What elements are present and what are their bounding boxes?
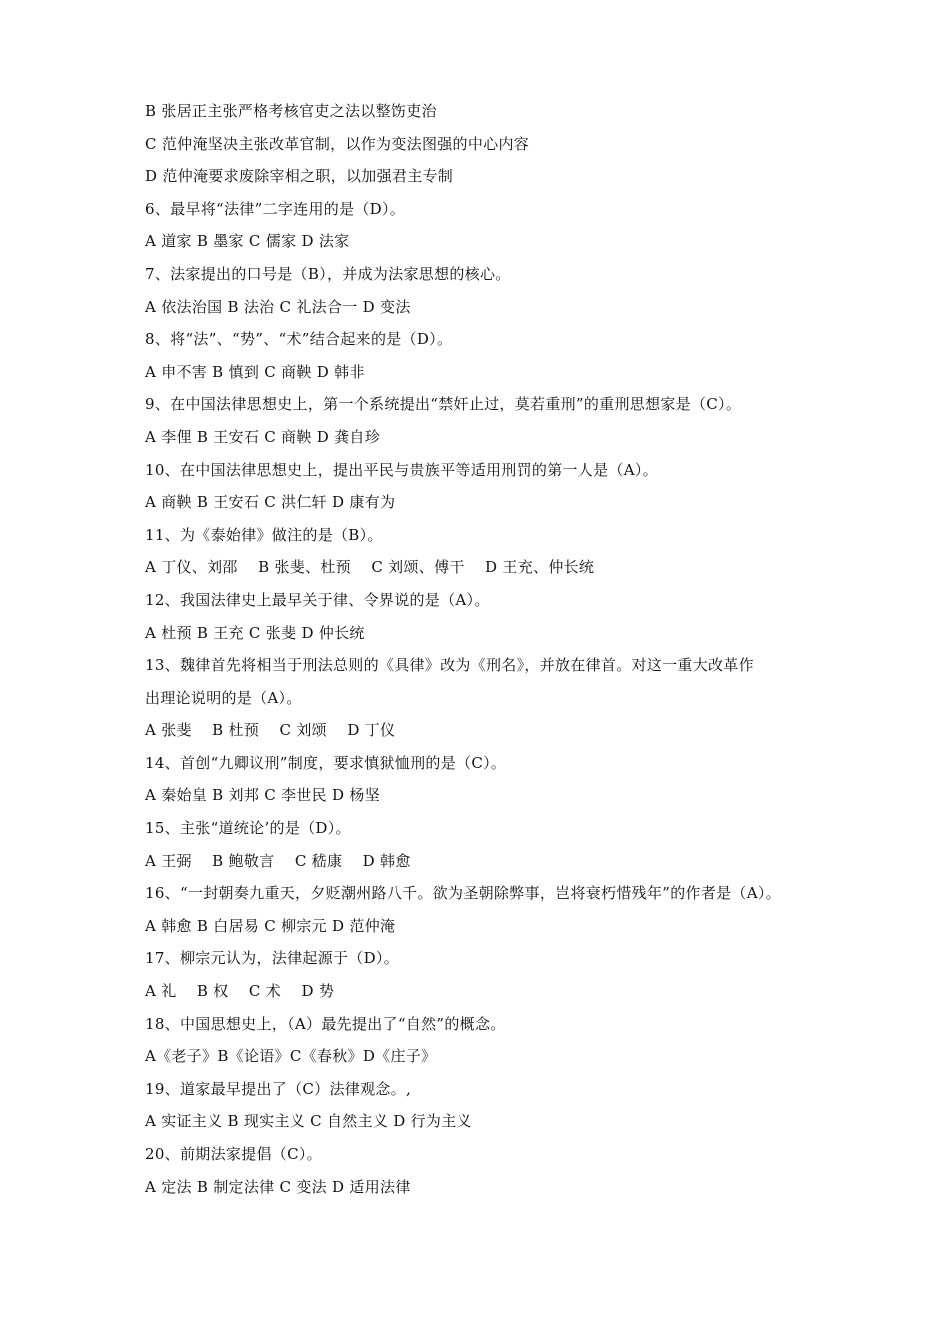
option-line: A 杜预 B 王充 C 张斐 D 仲长统 <box>145 623 365 642</box>
question-line: 15、主张“道统论’的是（D）。 <box>145 819 351 838</box>
option-line: A 礼 B 权 C 术 D 势 <box>145 982 335 1001</box>
option-line: A 王弼 B 鲍敬言 C 嵇康 D 韩愈 <box>145 851 411 870</box>
question-line: 6、最早将“法律”二字连用的是（D）。 <box>145 199 406 218</box>
option-line: A《老子》B《论语》C《春秋》D《庄子》 <box>145 1047 437 1066</box>
question-line: 出理论说明的是（A）。 <box>145 688 302 707</box>
question-line: 8、将“法”、“势”、“术”结合起来的是（D）。 <box>145 330 453 349</box>
question-line: 20、前期法家提倡（C）。 <box>145 1145 322 1163</box>
question-line: 14、首创“九卿议刑”制度，要求慎狱恤刑的是（C）。 <box>145 753 507 772</box>
option-line: A 定法 B 制定法律 C 变法 D 适用法律 <box>145 1177 411 1196</box>
question-line: 7、法家提出的口号是（B），并成为法家思想的核心。 <box>145 264 511 283</box>
option-line: A 李俚 B 王安石 C 商鞅 D 龚自珍 <box>145 427 381 446</box>
option-line: A 实证主义 B 现实主义 C 自然主义 D 行为主义 <box>145 1112 472 1131</box>
option-line: C 范仲淹坚决主张改革官制，以作为变法图强的中心内容 <box>145 134 530 153</box>
question-line: 16、“一封朝奏九重天，夕贬潮州路八千。欲为圣朝除弊事，岂将衰朽惜残年”的作者是（A）。 <box>145 884 781 903</box>
option-line: A 丁仪、刘邵 B 张斐、杜预 C 刘颂、傅干 D 王充、仲长统 <box>145 558 595 577</box>
option-line: A 韩愈 B 白居易 C 柳宗元 D 范仲淹 <box>145 916 396 935</box>
question-line: 11、为《泰始律》做注的是（B）。 <box>145 525 383 544</box>
option-line: A 依法治国 B 法治 C 礼法合一 D 变法 <box>145 297 411 316</box>
question-line: 12、我国法律史上最早关于律、令界说的是（A）。 <box>145 590 490 609</box>
question-list <box>145 95 825 1203</box>
question-line: 13、魏律首先将相当于刑法总则的《具律》改为《刑名》，并放在律首。对这一重大改革作 <box>145 656 754 675</box>
question-line: 18、中国思想史上，（A）最先提出了“自然”的概念。 <box>145 1014 506 1033</box>
option-line: B 张居正主张严格考核官吏之法以整饬吏治 <box>145 102 437 120</box>
question-line: 10、在中国法律思想史上，提出平民与贵族平等适用刑罚的第一人是（A）。 <box>145 460 658 479</box>
question-line: 19、道家最早提出了（C）法律观念。, <box>145 1079 412 1098</box>
option-line: A 道家 B 墨家 C 儒家 D 法家 <box>145 232 350 251</box>
question-line: 9、在中国法律思想史上，第一个系统提出“禁奸止过，莫若重刑”的重刑思想家是（C）。 <box>145 395 742 414</box>
question-line: 17、柳宗元认为，法律起源于（D）。 <box>145 949 400 968</box>
option-line: D 范仲淹要求废除宰相之职，以加强君主专制 <box>145 167 454 186</box>
option-line: A 商鞅 B 王安石 C 洪仁轩 D 康有为 <box>145 493 396 512</box>
option-line: A 申不害 B 慎到 C 商鞅 D 韩非 <box>145 362 365 381</box>
option-line: A 张斐 B 杜预 C 刘颂 D 丁仪 <box>145 721 396 740</box>
option-line: A 秦始皇 B 刘邦 C 李世民 D 杨坚 <box>145 786 381 805</box>
